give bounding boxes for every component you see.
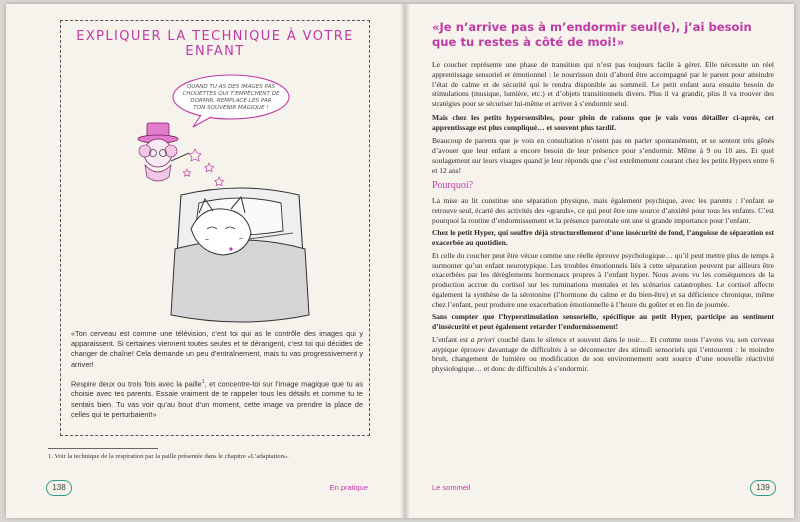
technique-paragraph: «Ton cerveau est comme une télévision, c’est toi qui as le contrôle des images qui y apparaissent. Si certaines viennent toutes seules et te dérangent, c’est toi qui décides de changer de chaîne! Cela demande un peu d’entraînement, mais tu vas progressivement y arriver! bbox=[71, 329, 363, 369]
chapter-body bbox=[432, 60, 774, 377]
body-text: couché dans le silence et souvent dans le noir… Et comme nous l’avons vu, son cerveau atypique éprouve davantage de difficultés à se déconnecter des stimuli sensoriels qui l’entourent : le moindre bruit, changement de lumière ou modification de son environnement sont source d’une nouvelle réactivité physiologique… et donc de difficultés à s’endormir. bbox=[432, 334, 774, 373]
left-page bbox=[6, 4, 402, 518]
bubble-line: DORMIR, REMPLACE-LES PAR bbox=[190, 98, 272, 104]
technique-paragraph-end: , et concentre-toi sur l’image magique que tu as choisie avec tes parents. Essaie vraiment de te rappeler tous les détails et comme tu te sentais bien. Tu vas voir qu’au bout d’un moment, cette image va prendre la place de celles qui te perturbaient!» bbox=[71, 379, 363, 419]
body-paragraph: Le coucher représente une phase de transition qui n’est pas toujours facile à gérer. Elle nécessite un réel apprentissage sensoriel et émotionnel : le nourrisson doit d’abord être accompagné par le parent pour atteindre l’état de calme et de sécurité qui le rendra disponible au sommeil. Le petit enfant aura ensuite besoin de stimulations (musique, lumière, etc.) et d’objets transitionnels divers. Plus il va grandir, plus il va trouver des stratégies pour se sécuriser lui-même et arriver à s’endormir seul. bbox=[432, 60, 774, 108]
chapter-title: «Je n’arrive pas à m’endormir seul(e), j’ai besoin que tu restes à côté de moi!» bbox=[432, 20, 752, 49]
technique-box bbox=[60, 20, 370, 436]
magic-stars bbox=[183, 149, 223, 186]
bubble-line: TON SOUVENIR MAGIQUE ! bbox=[193, 105, 269, 111]
right-page bbox=[410, 4, 794, 518]
body-paragraph bbox=[432, 335, 774, 374]
section-label: En pratique bbox=[329, 483, 368, 492]
technique-paragraph bbox=[71, 377, 363, 420]
section-label: Le sommeil bbox=[432, 483, 471, 492]
child-sleeping-illustration bbox=[123, 53, 343, 335]
bed bbox=[171, 188, 309, 322]
body-paragraph-bold: Sans compter que l’hyperstimulation sensorielle, spécifique au petit Hyper, participe au sentiment d’insécurité et peut également retarder l’endormissement! bbox=[432, 312, 774, 331]
page-number-badge: 139 bbox=[750, 480, 776, 496]
left-footer bbox=[46, 480, 368, 500]
speech-bubble bbox=[173, 75, 289, 127]
footnote-divider bbox=[48, 448, 158, 449]
book-spread bbox=[6, 4, 794, 518]
bubble-line: QUAND TU AS DES IMAGES PAS bbox=[186, 84, 276, 90]
right-footer bbox=[432, 480, 776, 500]
footnote: 1. Voir la technique de la respiration par la paille présentée dans le chapitre «L’adaptation». bbox=[48, 453, 289, 460]
body-paragraph: Beaucoup de parents que je vois en consultation n’osent pas en parler spontanément, et se sentent très gênés d’avouer que leur enfant a encore besoin de leur présence pour s’endormir. Même à 9 ou 10 ans. Et quel soulagement sur leurs visages quand je leur réponds que c’est extrêmement courant chez les petits Hypers entre 6 et 12 ans! bbox=[432, 136, 774, 175]
body-paragraph-bold: Mais chez les petits hypersensibles, pour plein de raisons que je vais vous détailler ci-après, cet apprentissage est plus compliqué… et souvent plus tardif. bbox=[432, 112, 774, 132]
bubble-line: CHOUETTES QUI T’EMPÊCHENT DE bbox=[182, 91, 280, 97]
body-italic: a priori bbox=[470, 334, 495, 344]
body-text: L’enfant est bbox=[432, 334, 471, 344]
body-paragraph: La mise au lit constitue une séparation physique, mais également psychique, avec les parents : l’enfant se retrouve seul, écarté des activités des «grands», ce qui peut être une source d’anxiété pour tous les enfants. C’est pourquoi la routine d’endormissement et la présence parentale ont une si grande importance pour l’enfant. bbox=[432, 196, 774, 225]
page-number-badge: 138 bbox=[46, 480, 72, 496]
body-paragraph-bold: Chez le petit Hyper, qui souffre déjà structurellement d’une insécurité de fond, l’angoisse de séparation est exacerbée au quotidien. bbox=[432, 228, 774, 247]
body-paragraph: Et celle du coucher peut être vécue comme une réelle épreuve psychologique… qu’il peut mettre plus de temps à surmonter qu’un enfant neurotypique. Les troubles émotionnels liés à cette séparation peuvent par ailleurs être exacerbées par les dérèglements hormonaux propres à l’enfant hyper. Nous avons vu les conséquences de la production accrue du cortisol sur les ruminations mentales et les scénarios catastrophes. Le cortisol affecte également la synthèse de la sérotonine (l’hormone du calme et du bien-être) et sa déficience chronique, même chez l’enfant, peut produire une exacerbation émotionnelle à l’heure du goûter et en fin de journée. bbox=[432, 250, 774, 309]
technique-paragraph-start: Respire deux ou trois fois avec la paille bbox=[71, 379, 202, 389]
technique-text bbox=[71, 329, 363, 427]
footnote-ref: 1 bbox=[201, 378, 205, 385]
section-heading: Pourquoi? bbox=[432, 180, 474, 192]
magician-character bbox=[138, 123, 189, 181]
technique-box-title: EXPLIQUER LA TECHNIQUE À VOTRE ENFANT bbox=[76, 29, 354, 59]
